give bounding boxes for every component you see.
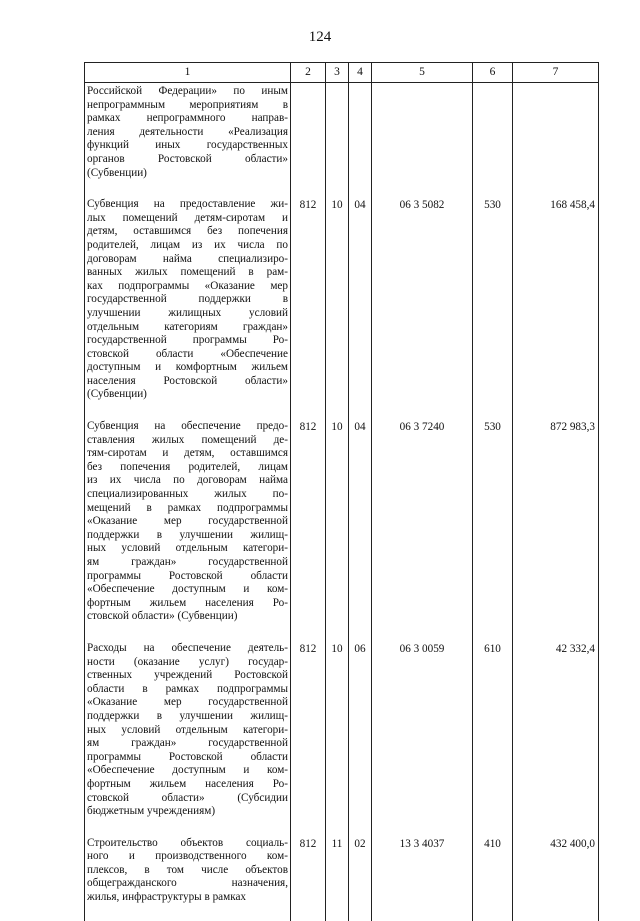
description-line: ного и производственного ком-	[87, 850, 288, 863]
description-line: «Оказание мер государственной	[87, 696, 288, 709]
description-line: специализированных жилых по-	[87, 488, 288, 501]
description-line: договорам найма специализиро-	[87, 252, 288, 265]
description-line: детям, оставшимся без попечения	[87, 225, 288, 238]
description-line: ям граждан» государственной	[87, 556, 288, 568]
description-line: органов Ростовской области»	[87, 152, 288, 165]
description-line: фортным жильем населения Ро-	[87, 777, 288, 790]
col-header-1: 1	[85, 63, 291, 83]
table-row	[85, 640, 599, 835]
description-line: без попечения родителей, лицам	[87, 460, 288, 473]
description-line: ных условий отдельным категори-	[87, 723, 288, 736]
target-article-code: 06 3 0059	[372, 640, 473, 835]
col-header-3: 3	[326, 63, 349, 83]
description-line: функций иных государственных	[87, 139, 288, 152]
row-description	[85, 83, 291, 197]
description-line: из их числа по договорам найма	[87, 474, 288, 487]
expense-type-code: 530	[473, 196, 513, 418]
description-line: доступным и комфортным жильем	[87, 361, 288, 374]
description-line: населения Ростовской области»	[87, 374, 288, 387]
subsection-code: 04	[349, 418, 372, 640]
budget-table	[84, 62, 599, 921]
section-code: 10	[326, 196, 349, 418]
description-line: Строительство объектов социаль-	[87, 836, 288, 849]
col-header-5: 5	[372, 63, 473, 83]
description-line: поддержки в улучшении жилищ-	[87, 528, 288, 541]
description-line: Российской Федерации» по иным	[87, 85, 288, 97]
description-line: Субвенция на предоставление жи-	[87, 198, 288, 211]
description-line: лых помещений детям-сиротам и	[87, 211, 288, 224]
table-row	[85, 196, 599, 418]
col-header-6: 6	[473, 63, 513, 83]
description-line: фортным жильем населения Ро-	[87, 596, 288, 609]
description-line: стовской области» (Субсидии	[87, 791, 288, 804]
description-line: ям граждан» государственной	[87, 737, 288, 750]
section-code: 10	[326, 418, 349, 640]
section-code: 11	[326, 835, 349, 921]
subsection-code: 02	[349, 835, 372, 921]
description-line: ственных учреждений Ростовской	[87, 669, 288, 682]
ministry-code	[291, 83, 326, 197]
description-line: непрограммным мероприятиям в	[87, 98, 288, 111]
description-line: мещений в рамках подпрограммы	[87, 501, 288, 514]
col-header-4: 4	[349, 63, 372, 83]
ministry-code: 812	[291, 640, 326, 835]
description-line: ности (оказание услуг) государ-	[87, 655, 288, 668]
subsection-code	[349, 83, 372, 197]
amount: 42 332,4	[513, 640, 599, 835]
description-line: (Субвенции)	[87, 166, 147, 179]
description-line: поддержки в улучшении жилищ-	[87, 709, 288, 722]
table-row	[85, 835, 599, 921]
description-line: отдельным категориям граждан»	[87, 320, 288, 333]
expense-type-code: 610	[473, 640, 513, 835]
description-line: ления деятельности «Реализация	[87, 125, 288, 138]
target-article-code: 13 3 4037	[372, 835, 473, 921]
description-line: «Обеспечение доступным и ком-	[87, 583, 288, 596]
description-line: улучшении жилищных условий	[87, 306, 288, 319]
description-line: программы Ростовской области	[87, 750, 288, 763]
section-code	[326, 83, 349, 197]
target-article-code	[372, 83, 473, 197]
subsection-code: 06	[349, 640, 372, 835]
description-line: плексов, в том числе объектов	[87, 863, 288, 876]
page-number: 124	[308, 29, 332, 45]
amount: 432 400,0	[513, 835, 599, 921]
col-header-2: 2	[291, 63, 326, 83]
row-description	[85, 196, 291, 418]
description-line: «Обеспечение доступным и ком-	[87, 764, 288, 777]
description-line: «Оказание мер государственной	[87, 515, 288, 528]
expense-type-code	[473, 83, 513, 197]
description-line: стовской области «Обеспечение	[87, 347, 288, 360]
description-line: тям-сиротам и детям, оставшимся	[87, 447, 288, 460]
description-line: ванных жилых помещений в рам-	[87, 266, 288, 279]
expense-type-code: 530	[473, 418, 513, 640]
ministry-code: 812	[291, 835, 326, 921]
expense-type-code: 410	[473, 835, 513, 921]
section-code: 10	[326, 640, 349, 835]
row-description	[85, 640, 291, 835]
description-line: ных условий отдельным категори-	[87, 542, 288, 555]
target-article-code: 06 3 7240	[372, 418, 473, 640]
description-line: государственной поддержки в	[87, 293, 288, 306]
amount: 872 983,3	[513, 418, 599, 640]
row-description	[85, 418, 291, 640]
table-row	[85, 418, 599, 640]
description-line: стовской области» (Субвенции)	[87, 610, 238, 623]
table-row	[85, 83, 599, 197]
ministry-code: 812	[291, 196, 326, 418]
description-line: жилья, инфраструктуры в рамках	[87, 891, 247, 904]
amount	[513, 83, 599, 197]
description-line: государственной программы Ро-	[87, 334, 288, 347]
ministry-code: 812	[291, 418, 326, 640]
description-line: бюджетным учреждениям)	[87, 805, 216, 818]
description-line: родителей, лицам из их числа по	[87, 238, 288, 251]
description-line: рамках непрограммного направ-	[87, 112, 288, 125]
target-article-code: 06 3 5082	[372, 196, 473, 418]
description-line: программы Ростовской области	[87, 569, 288, 582]
description-line: Субвенция на обеспечение предо-	[87, 420, 288, 433]
description-line: ках подпрограммы «Оказание мер	[87, 279, 288, 292]
description-line: общегражданского назначения,	[87, 877, 288, 890]
col-header-7: 7	[513, 63, 599, 83]
header-row	[85, 63, 599, 83]
description-line: Расходы на обеспечение деятель-	[87, 641, 288, 654]
description-line: ставления жилых помещений де-	[87, 433, 288, 446]
description-line: (Субвенции)	[87, 388, 147, 401]
subsection-code: 04	[349, 196, 372, 418]
description-line: области в рамках подпрограммы	[87, 682, 288, 695]
amount: 168 458,4	[513, 196, 599, 418]
row-description	[85, 835, 291, 921]
